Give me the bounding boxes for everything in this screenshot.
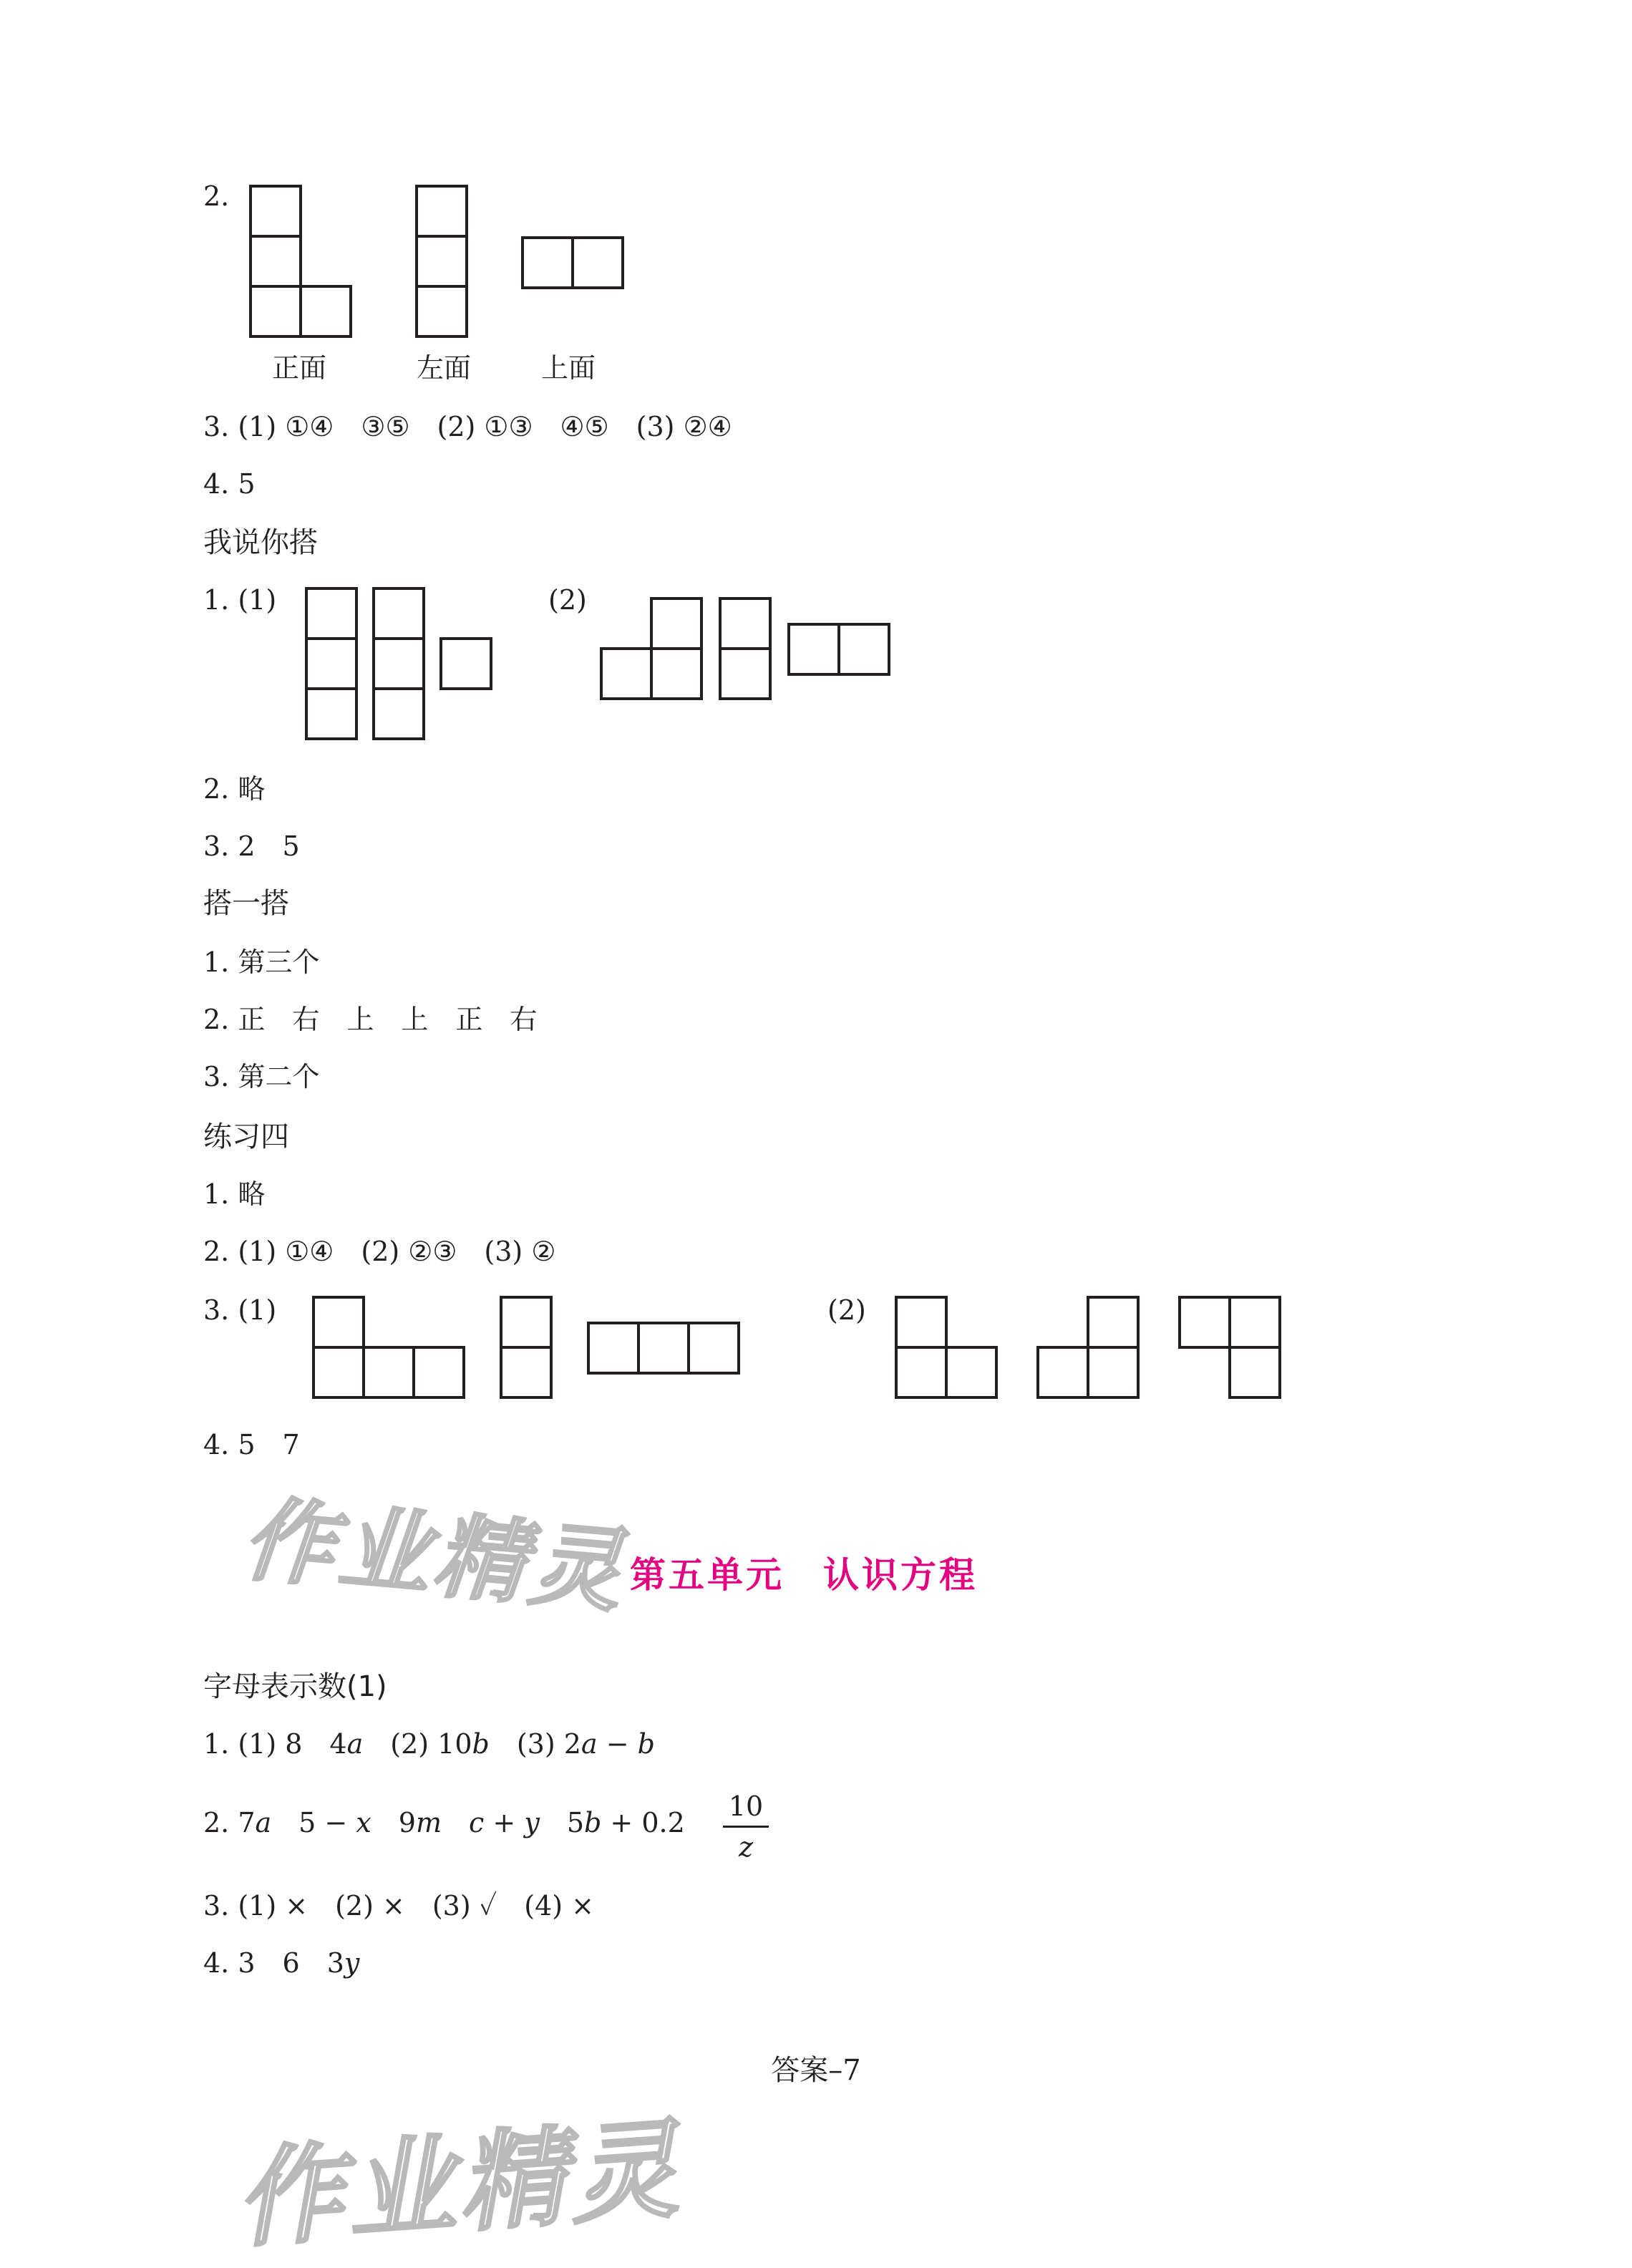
caption-top: 上面 <box>541 352 596 384</box>
figure-column-1 <box>305 587 358 740</box>
item-3-answer: 3. 第二个 <box>203 1061 320 1092</box>
item-2-answer: 2. 正 右 上 上 正 右 <box>203 1004 538 1035</box>
fraction-numerator: 10 <box>728 1790 764 1822</box>
item-1-label: 1. (1) <box>203 584 277 616</box>
item-2-label: 2. <box>203 180 230 212</box>
item-2-answer: 2. (1) ①④ (2) ②③ (3) ② <box>203 1236 556 1267</box>
figure-left-view <box>415 185 468 338</box>
caption-left: 左面 <box>417 352 472 384</box>
section-title-da-yi-da: 搭一搭 <box>203 887 289 920</box>
figure-column-2 <box>372 587 425 740</box>
section-title-zi-mu-biao-shi-shu: 字母表示数(1) <box>203 1670 387 1703</box>
figure-reverse-l-shape <box>1036 1296 1140 1399</box>
unit-title: 第五单元 认识方程 <box>630 1554 978 1596</box>
item-4-answer: 4. 5 <box>203 468 256 500</box>
page-number: 答案–7 <box>771 2054 861 2087</box>
item-4-answer: 4. 5 7 <box>203 1429 300 1460</box>
figure-top-view <box>521 236 624 289</box>
item-3-label: 3. (1) <box>203 1294 277 1326</box>
figure-l-shape-long <box>312 1296 465 1399</box>
figure-two-row <box>787 623 890 676</box>
item-2-answer: 2. 7a 5 − x 9m c + y 5b + 0.2 <box>203 1807 685 1838</box>
item-3-answer: 3. (1) × (2) × (3) ✓ (4) × <box>203 1890 594 1922</box>
fraction-bar <box>723 1826 769 1828</box>
item-1-answer: 1. 略 <box>203 1178 266 1210</box>
watermark-logo: 作业精灵 <box>238 1486 631 1627</box>
figure-two-stack <box>719 597 772 700</box>
item-3-part-2-label: (2) <box>827 1294 866 1326</box>
item-2-answer: 2. 略 <box>203 773 266 805</box>
figure-step-shape <box>600 597 703 700</box>
section-title-wo-shuo-ni-da: 我说你搭 <box>203 526 318 559</box>
item-4-answer: 4. 3 6 3y <box>203 1947 360 1979</box>
item-3-answer: 3. 2 5 <box>203 830 300 862</box>
fraction-denominator: z <box>738 1831 754 1863</box>
figure-gamma-shape <box>1178 1296 1281 1399</box>
figure-front-view <box>249 185 352 338</box>
section-title-lian-xi-si: 练习四 <box>203 1120 289 1153</box>
fraction-10-over-z <box>723 1790 769 1864</box>
item-1-answer: 1. 第三个 <box>203 946 320 978</box>
watermark-logo-footer: 作业精灵 <box>231 2107 686 2263</box>
figure-three-row <box>587 1322 740 1375</box>
item-1-part-2-label: (2) <box>548 584 587 616</box>
figure-two-stack <box>500 1296 553 1399</box>
item-3-answer: 3. (1) ①④ ③⑤ (2) ①③ ④⑤ (3) ②④ <box>203 411 732 442</box>
figure-single-square <box>439 637 492 690</box>
figure-l-shape <box>895 1296 998 1399</box>
item-1-answer: 1. (1) 8 4a (2) 10b (3) 2a − b <box>203 1728 655 1760</box>
caption-front: 正面 <box>272 352 327 384</box>
